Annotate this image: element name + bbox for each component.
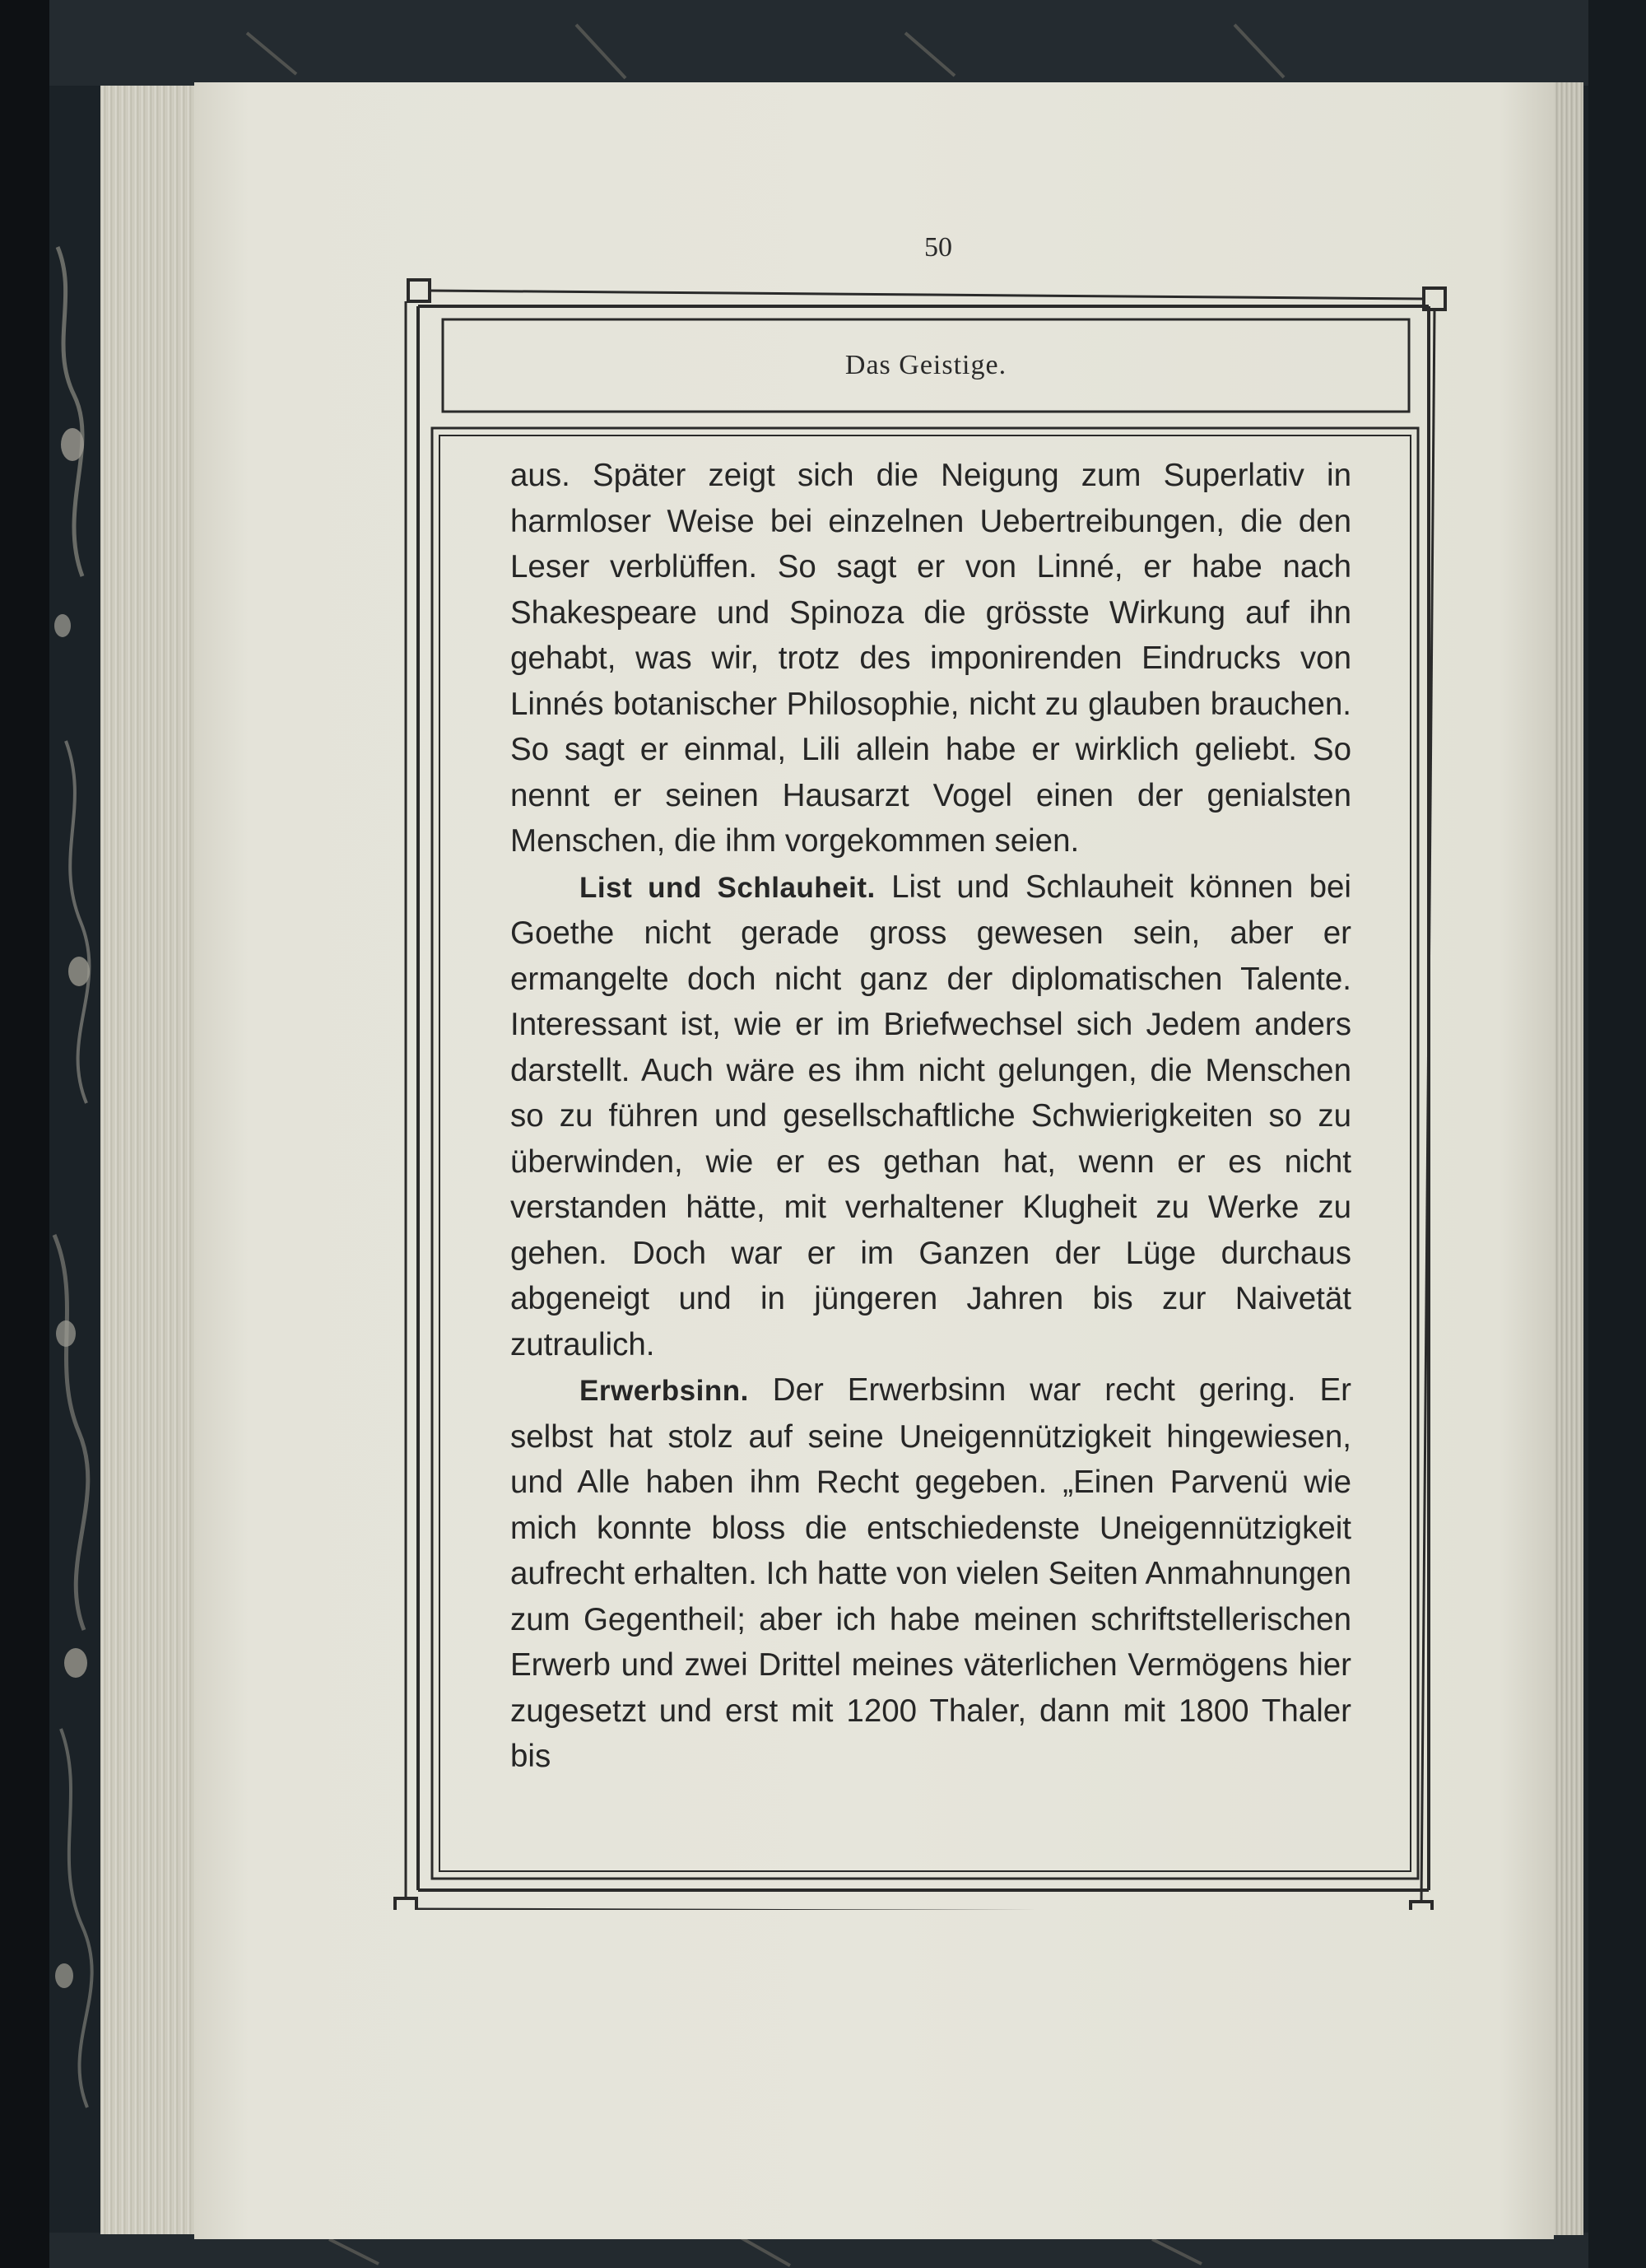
page-stack-right xyxy=(1552,82,1583,2235)
paragraph xyxy=(510,1367,1351,1780)
body-text xyxy=(510,453,1351,1780)
page-number: 50 xyxy=(924,232,952,263)
paragraph: aus. Später zeigt sich die Neigung zum Superlativ in harmloser Weise bei einzelnen Uebertreibungen, die den Leser verblüffen. So sagt er von Linné, er habe nach Shakespeare und Spinoza die grösste Wirkung auf ihn gehabt, was wir, trotz des imponirenden Eindrucks von Linnés botanischer Philosophie, nicht zu glauben brauchen. So sagt er einmal, Lili allein habe er wirklich geliebt. So nennt er seinen Hausarzt Vogel einen der genialsten Menschen, die ihm vorgekommen seien. xyxy=(510,458,1351,859)
section-text: List und Schlauheit können bei Goethe nicht gerade gross gewesen sein, aber er ermangelte doch nicht ganz der diplomatischen Talente. Interessant ist, wie er im Briefwechsel sich Jedem anders darstellt. Auch wäre es ihm nicht gelungen, die Menschen so zu führen und gesellschaftliche Schwierigkeiten so zu überwinden, wie er es gethan hat, wenn er es nicht verstanden hätte, mit verhaltener Klugheit zu Werke zu gehen. Doch war er im Ganzen der Lüge durchaus abgeneigt und in jüngeren Jahren bis zur Naivetät zutraulich. xyxy=(510,869,1351,1362)
section-heading: List und Schlauheit. xyxy=(579,871,876,904)
running-head: Das Geistige. xyxy=(844,350,1007,380)
paragraph xyxy=(510,864,1351,1368)
section-text: Der Erwerbsinn war recht gering. Er selbst hat stolz auf seine Uneigennützigkeit hingewiesen, und Alle haben ihm Recht gegeben. „Einen Parvenü wie mich konnte bloss die entschiedenste Uneigennützigkeit aufrecht erhalten. Ich hatte von vielen Seiten Anmahnungen zum Gegentheil; aber ich habe meinen schriftstellerischen Erwerb und zwei Drittel meines väterlichen Vermögens hier zugesetzt und erst mit 1200 Thaler, dann mit 1800 Thaler bis xyxy=(510,1372,1351,1774)
page-stack-left xyxy=(100,86,198,2234)
section-heading: Erwerbsinn. xyxy=(579,1375,749,1407)
